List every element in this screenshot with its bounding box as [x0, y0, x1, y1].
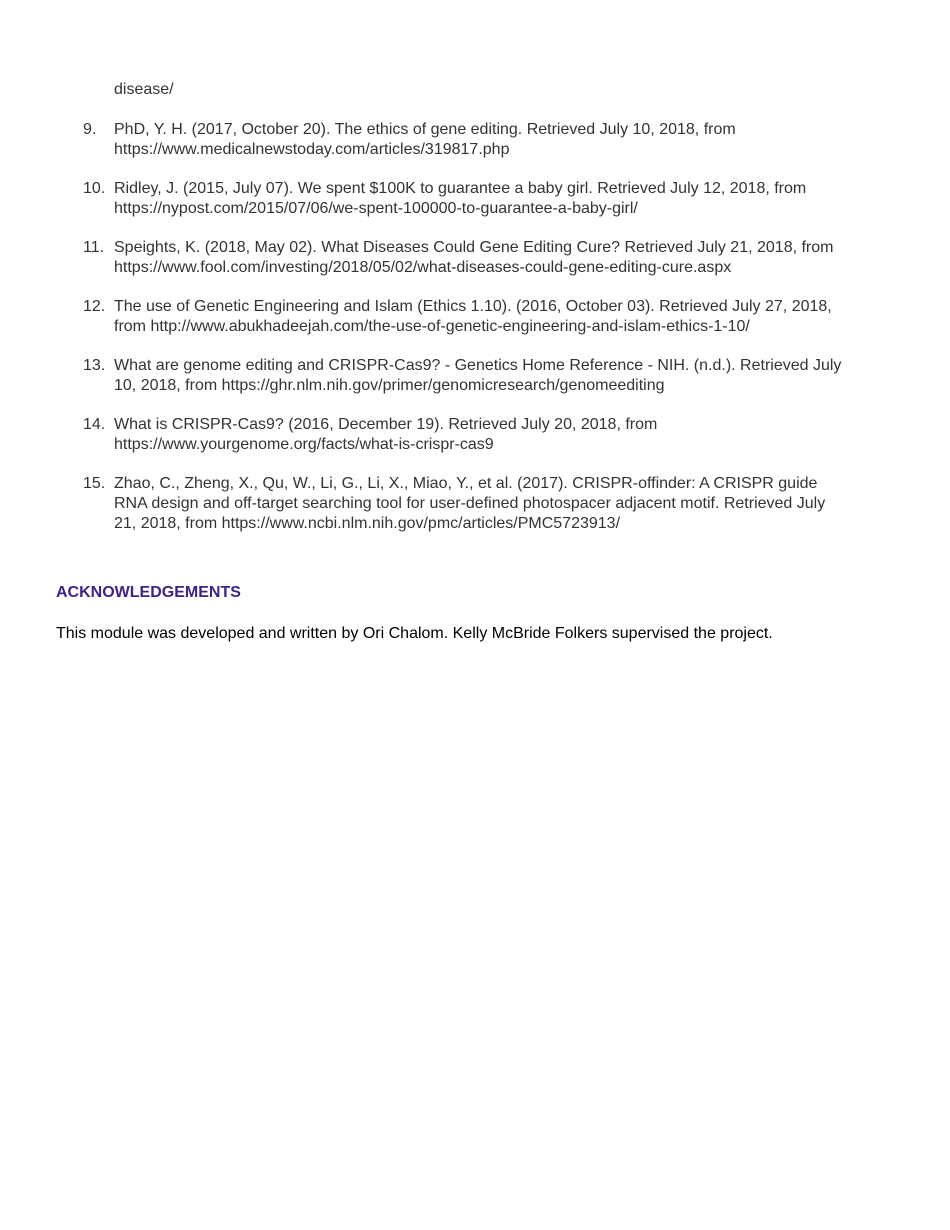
reference-text: PhD, Y. H. (2017, October 20). The ethics of gene editing. Retrieved July 10, 2018, from https://www.medicalnewstoday.com/articles/319817.php — [114, 121, 736, 158]
reference-item — [0, 120, 950, 160]
reference-text: Zhao, C., Zheng, X., Qu, W., Li, G., Li, X., Miao, Y., et al. (2017). CRISPR-offinder: A CRISPR guide RNA design and off-target searching tool for user-defined photospacer adjacent motif. Retrieved July 21, 2018, from https://www.ncbi.nlm.nih.gov/pmc/articles/PMC5723913/ — [114, 475, 826, 532]
reference-text: What are genome editing and CRISPR-Cas9? - Genetics Home Reference - NIH. (n.d.). Retrieved July 10, 2018, from https://ghr.nlm.nih.gov/primer/genomicresearch/genomeediting — [114, 357, 842, 394]
reference-item — [0, 297, 950, 337]
reference-number: 9. — [83, 121, 97, 138]
reference-text: Ridley, J. (2015, July 07). We spent $100K to guarantee a baby girl. Retrieved July 12, 2018, from https://nypost.com/2015/07/06/we-spent-100000-to-guarantee-a-baby-girl/ — [114, 180, 807, 217]
reference-item — [0, 474, 950, 534]
reference-list — [0, 120, 950, 553]
reference-number: 10. — [83, 180, 106, 197]
reference-text: Speights, K. (2018, May 02). What Diseases Could Gene Editing Cure? Retrieved July 21, 2018, from https://www.fool.com/investing/2018/05/02/what-diseases-could-gene-editing-cure.aspx — [114, 239, 834, 276]
reference-number: 11. — [83, 239, 105, 256]
reference-continuation: disease/ — [114, 81, 174, 98]
reference-item — [0, 415, 950, 455]
reference-item — [0, 356, 950, 396]
reference-number: 15. — [83, 475, 106, 492]
acknowledgements-heading: ACKNOWLEDGEMENTS — [56, 584, 241, 601]
acknowledgements-text: This module was developed and written by Ori Chalom. Kelly McBride Folkers supervised the project. — [56, 625, 773, 642]
reference-number: 12. — [83, 298, 106, 315]
reference-number: 13. — [83, 357, 106, 374]
reference-text: What is CRISPR-Cas9? (2016, December 19). Retrieved July 20, 2018, from https://www.yourgenome.org/facts/what-is-crispr-cas9 — [114, 416, 658, 453]
reference-number: 14. — [83, 416, 106, 433]
reference-text: The use of Genetic Engineering and Islam (Ethics 1.10). (2016, October 03). Retrieved July 27, 2018, from http://www.abukhadeejah.com/the-use-of-genetic-engineering-and-islam-ethics-1-10/ — [114, 298, 832, 335]
reference-item — [0, 238, 950, 278]
reference-item — [0, 179, 950, 219]
